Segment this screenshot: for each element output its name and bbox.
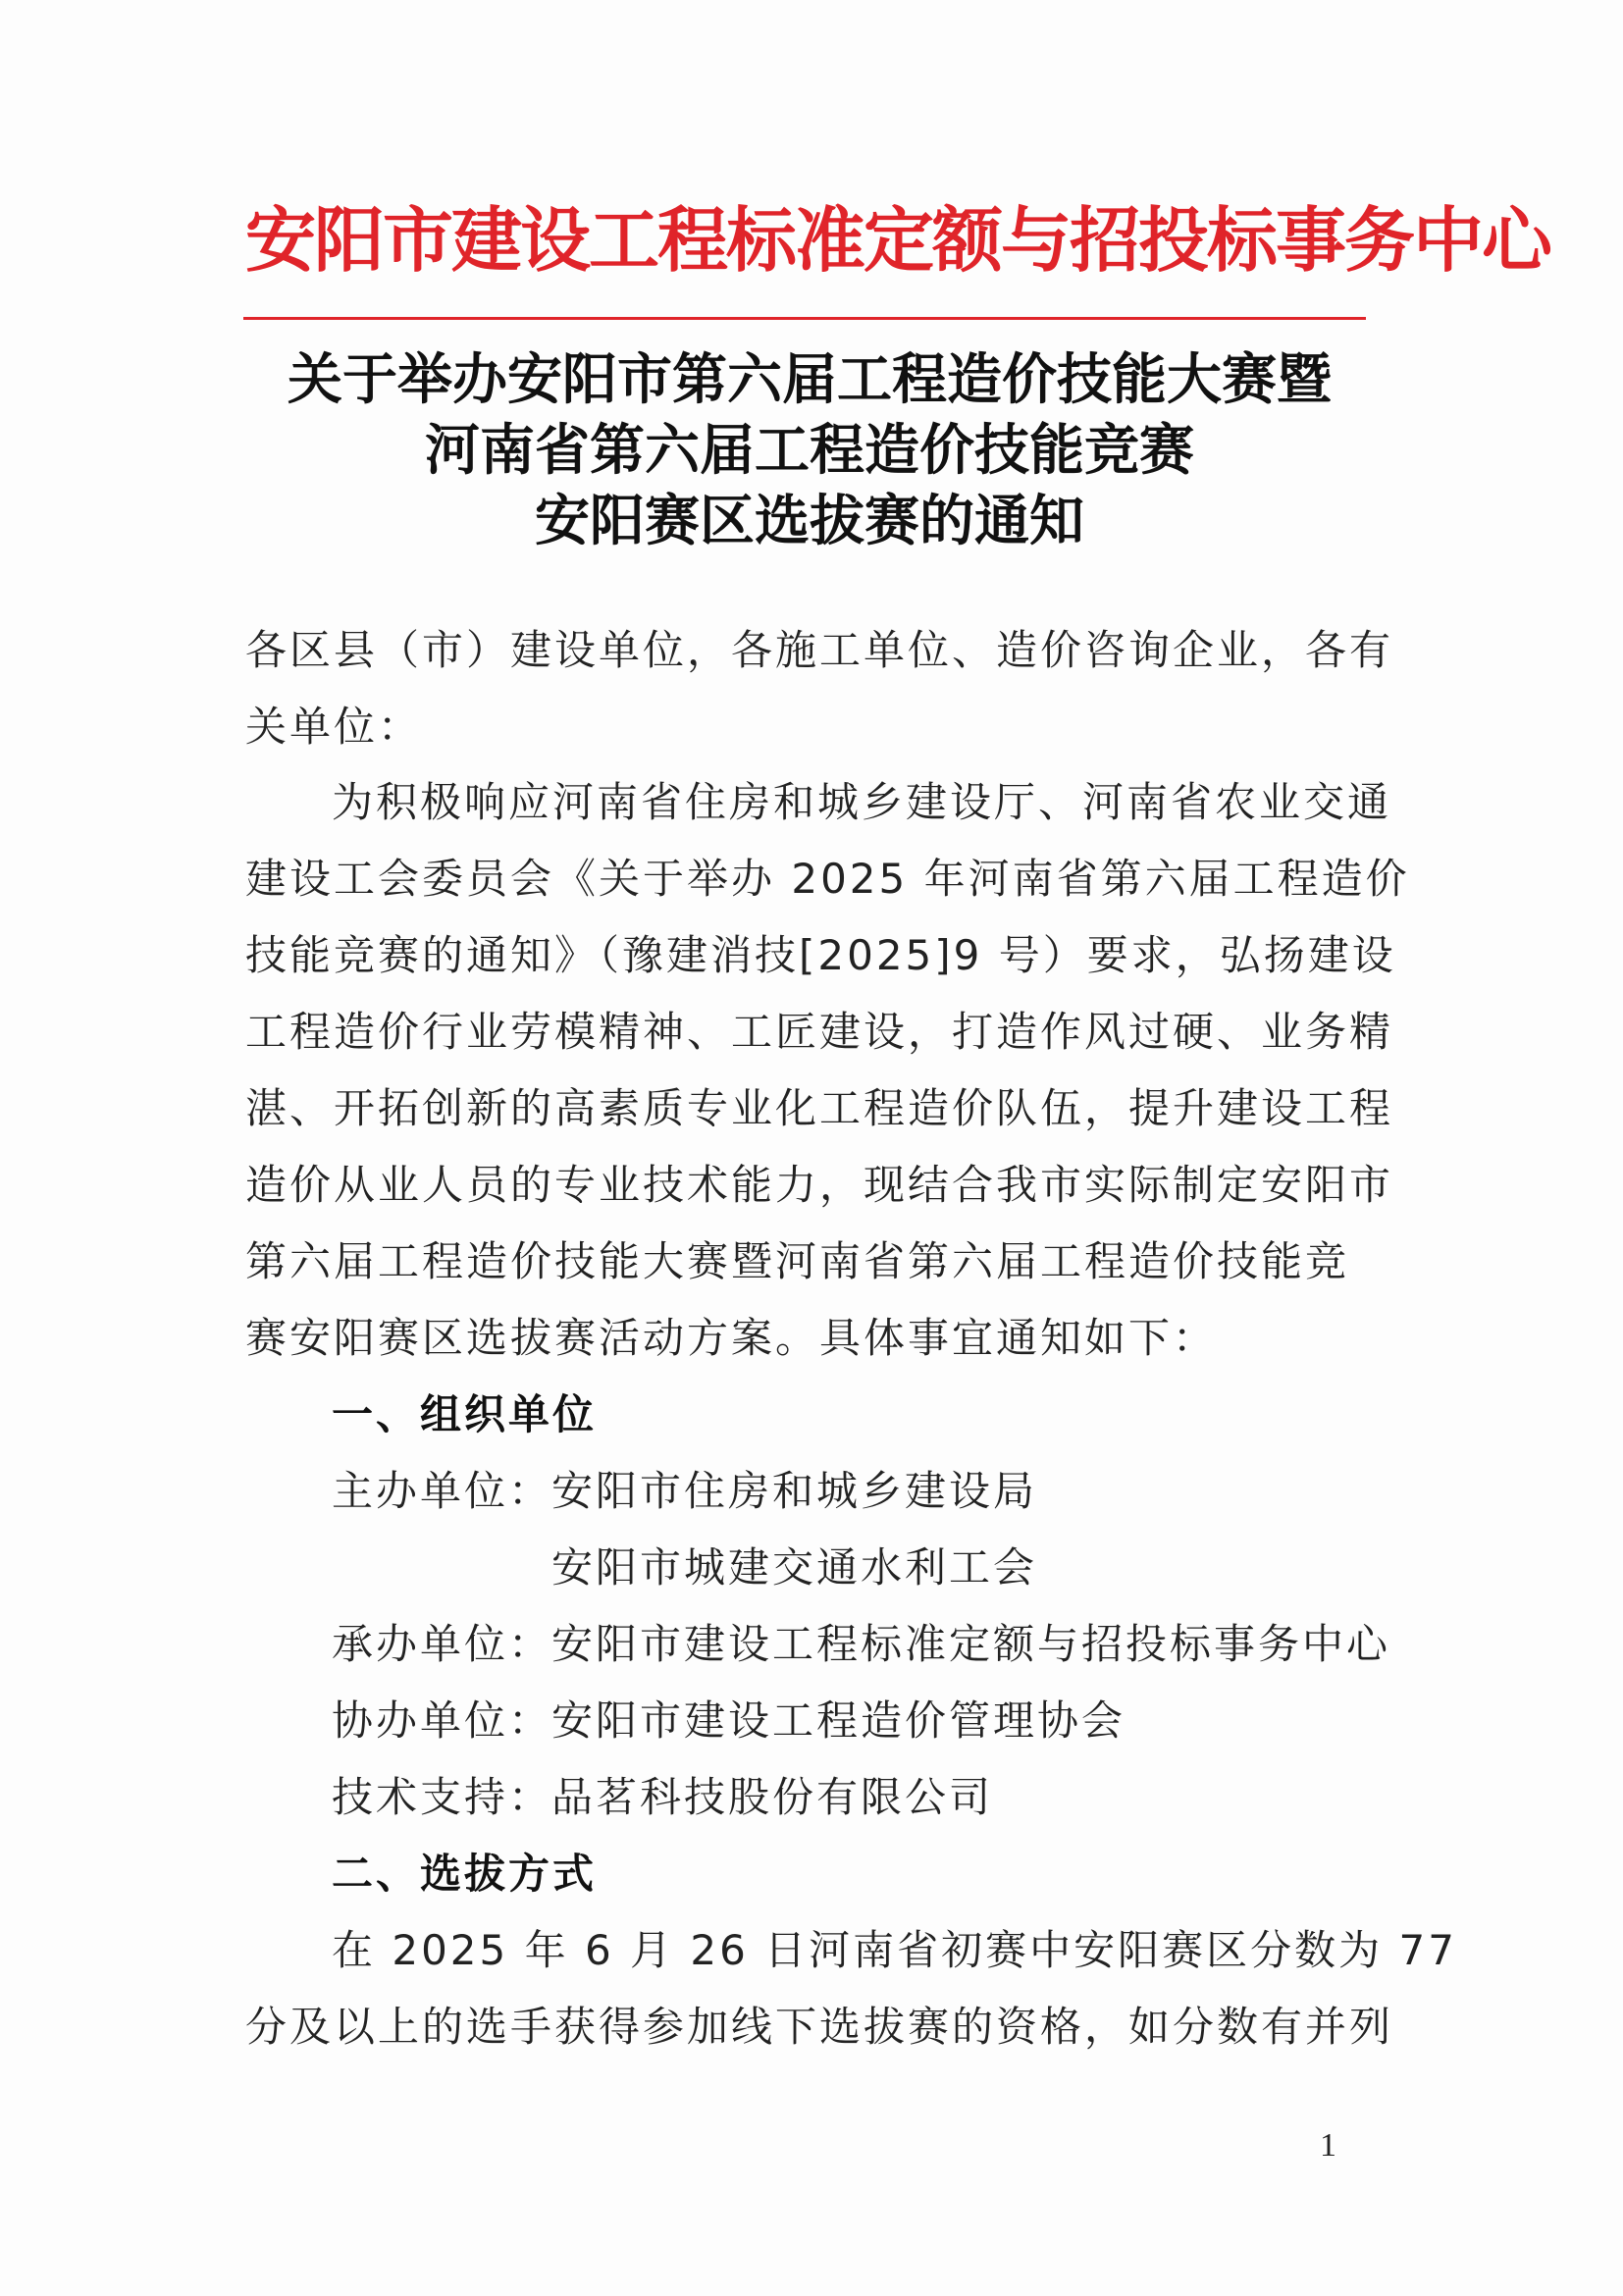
addressee-line-2: 关单位：: [245, 703, 423, 751]
page-number: 1: [1320, 2127, 1336, 2164]
paragraph-2-line-1: 在 2025 年 6 月 26 日河南省初赛中安阳赛区分数为 77: [332, 1926, 1457, 1974]
co-organizer-unit: 安阳市建设工程造价管理协会: [551, 1696, 1126, 1745]
title-line-1: 关于举办安阳市第六届工程造价技能大赛暨: [288, 348, 1332, 412]
tech-support-unit: 品茗科技股份有限公司: [551, 1773, 994, 1821]
paragraph-1-line-2: 建设工会委员会《关于举办 2025 年河南省第六届工程造价: [245, 855, 1410, 903]
host-unit-2: 安阳市城建交通水利工会: [551, 1543, 1038, 1592]
section-2-heading: 二、选拔方式: [332, 1850, 598, 1898]
paragraph-1-line-8: 赛安阳赛区选拔赛活动方案。具体事宜通知如下：: [245, 1314, 1218, 1362]
notice-title: [245, 345, 1374, 557]
red-divider-line: [243, 317, 1366, 320]
paragraph-1-line-1: 为积极响应河南省住房和城乡建设厅、河南省农业交通: [332, 778, 1392, 826]
section-1-heading: 一、组织单位: [332, 1390, 598, 1438]
tech-support-label: 技术支持：: [332, 1773, 553, 1821]
organizer-label: 承办单位：: [332, 1620, 553, 1668]
title-line-3: 安阳赛区选拔赛的通知: [535, 490, 1084, 553]
host-label: 主办单位：: [332, 1467, 553, 1515]
paragraph-1-line-7: 第六届工程造价技能大赛暨河南省第六届工程造价技能竞: [245, 1237, 1350, 1285]
title-line-2: 河南省第六届工程造价技能竞赛: [425, 419, 1194, 483]
organizer-unit: 安阳市建设工程标准定额与招投标事务中心: [551, 1620, 1391, 1668]
paragraph-1-line-6: 造价从业人员的专业技术能力，现结合我市实际制定安阳市: [245, 1161, 1394, 1209]
co-organizer-label: 协办单位：: [332, 1696, 553, 1745]
paragraph-2-line-2: 分及以上的选手获得参加线下选拔赛的资格，如分数有并列: [245, 2003, 1394, 2051]
host-unit-1: 安阳市住房和城乡建设局: [551, 1467, 1038, 1515]
organization-header: 安阳市建设工程标准定额与招投标事务中心: [245, 198, 1551, 282]
paragraph-1-line-3: 技能竞赛的通知》（豫建消技[2025]9 号）要求，弘扬建设: [245, 931, 1396, 979]
paragraph-1-line-4: 工程造价行业劳模精神、工匠建设，打造作风过硬、业务精: [245, 1008, 1394, 1056]
addressee-line-1: 各区县（市）建设单位，各施工单位、造价咨询企业，各有: [245, 626, 1394, 674]
paragraph-1-line-5: 湛、开拓创新的高素质专业化工程造价队伍，提升建设工程: [245, 1084, 1394, 1132]
